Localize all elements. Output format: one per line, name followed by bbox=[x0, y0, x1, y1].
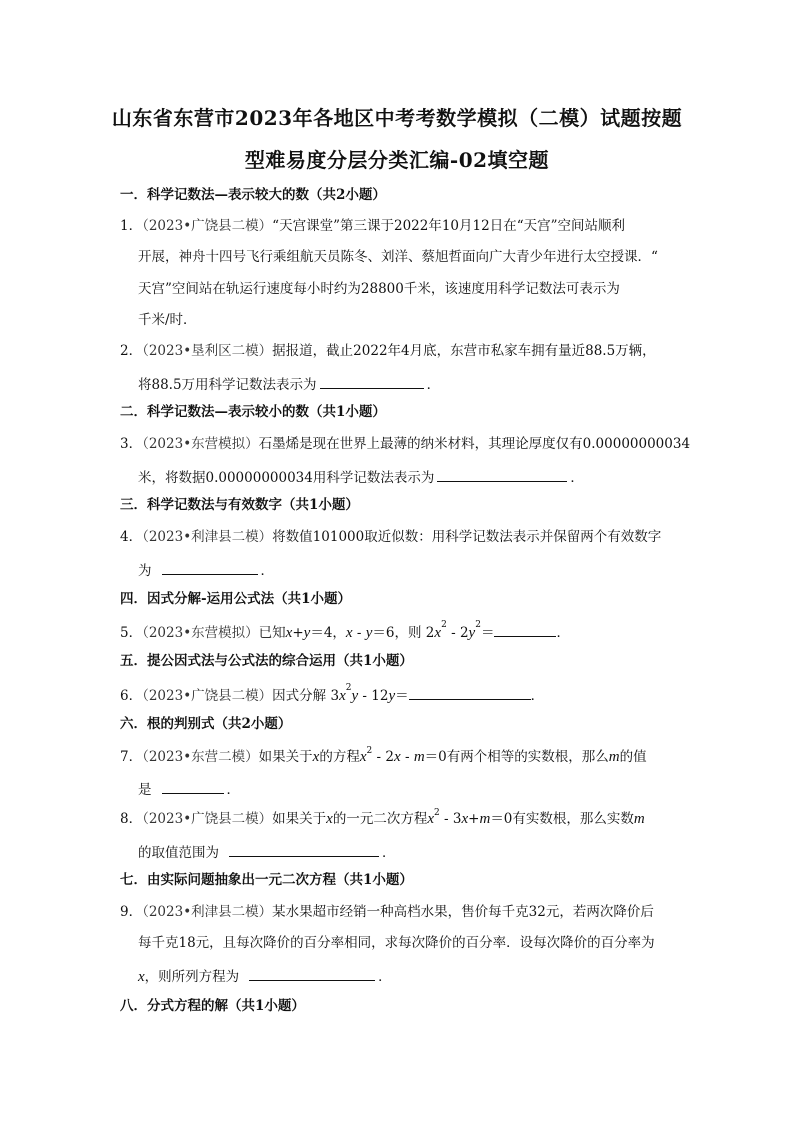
variable-y: y bbox=[365, 625, 373, 641]
question-text: 因式分解 3 bbox=[272, 688, 340, 704]
variable-x: x bbox=[326, 811, 333, 827]
section-heading-1: 一．科学记数法—表示较大的数（共2小题） bbox=[120, 187, 386, 203]
question-number: 8． bbox=[120, 811, 143, 827]
question-source: （2023•广饶县二模） bbox=[142, 811, 273, 827]
variable-y: y bbox=[351, 688, 359, 704]
question-2-line-1 bbox=[120, 345, 656, 359]
question-end: ． bbox=[570, 470, 584, 486]
question-text: 是 bbox=[138, 782, 152, 798]
question-end: ． bbox=[226, 782, 240, 798]
question-number: 5． bbox=[120, 625, 143, 641]
answer-blank[interactable] bbox=[437, 469, 567, 482]
question-end: ． bbox=[260, 563, 274, 579]
section-heading-6: 六．根的判别式（共2小题） bbox=[120, 716, 292, 732]
math-operator: + bbox=[468, 811, 480, 827]
question-source: （2023•垦利区二模） bbox=[142, 343, 273, 359]
math-text: ＝ bbox=[480, 625, 495, 641]
question-source: （2023•东营模拟） bbox=[142, 436, 259, 452]
question-source: （2023•东营模拟） bbox=[142, 625, 259, 641]
exponent: 2 bbox=[475, 620, 481, 630]
question-text: ，则所列方程为 bbox=[144, 969, 240, 985]
question-9-line-3 bbox=[138, 968, 392, 985]
question-text: 的方程 bbox=[319, 749, 360, 765]
variable-x: x bbox=[312, 749, 320, 765]
math-text: - 3 bbox=[439, 811, 462, 827]
question-9-line-2: 每千克18元，且每次降价的百分率相同，求每次降价的百分率．设每次降价的百分率为 bbox=[138, 935, 655, 951]
exponent: 2 bbox=[366, 746, 373, 756]
math-operator: - bbox=[400, 749, 414, 765]
question-source: （2023•广饶县二模） bbox=[142, 218, 273, 234]
variable-x: x bbox=[339, 688, 346, 704]
math-operator: - bbox=[352, 625, 366, 641]
question-3-line-1 bbox=[120, 438, 690, 452]
question-7-line-1 bbox=[120, 746, 647, 765]
answer-blank[interactable] bbox=[162, 781, 224, 794]
question-text: 如果关于 bbox=[272, 811, 327, 827]
question-end: ． bbox=[556, 625, 570, 641]
question-text: 已知 bbox=[258, 625, 286, 641]
question-8-line-2 bbox=[138, 844, 396, 861]
variable-y: y bbox=[468, 625, 476, 641]
question-number: 4． bbox=[120, 529, 143, 545]
variable-m: m bbox=[633, 811, 645, 827]
exponent: 2 bbox=[345, 683, 352, 693]
variable-x: x bbox=[359, 749, 367, 765]
answer-blank[interactable] bbox=[320, 376, 424, 389]
exponent: 2 bbox=[434, 808, 440, 818]
question-end: ． bbox=[378, 969, 392, 985]
variable-m: m bbox=[479, 811, 491, 827]
question-1-line-1 bbox=[120, 220, 625, 234]
exponent: 2 bbox=[441, 620, 447, 630]
question-number: 6． bbox=[120, 688, 143, 704]
question-text: 某水果超市经销一种高档水果，售价每千克32元，若两次降价后 bbox=[272, 904, 654, 920]
question-text: 将88.5万用科学记数法表示为 bbox=[138, 377, 317, 393]
question-end: ． bbox=[382, 845, 396, 861]
section-heading-3: 三．科学记数法与有效数字（共1小题） bbox=[120, 497, 359, 513]
question-text: 据报道，截止2022年4月底，东营市私家车拥有量近88.5万辆， bbox=[272, 343, 656, 359]
variable-m: m bbox=[608, 749, 620, 765]
question-4-line-1 bbox=[120, 531, 661, 545]
question-source: （2023•利津县二模） bbox=[142, 904, 273, 920]
question-end: ． bbox=[530, 688, 545, 704]
section-heading-7: 七．由实际问题抽象出一元二次方程（共1小题） bbox=[120, 872, 413, 888]
variable-y: y bbox=[388, 688, 396, 704]
math-text: - 2 bbox=[372, 749, 394, 765]
question-number: 3． bbox=[120, 436, 143, 452]
question-1-line-2: 开展，神舟十四号飞行乘组航天员陈冬、刘洋、蔡旭哲面向广大青少年进行太空授课．“ bbox=[138, 249, 658, 265]
question-text: ＝0有实数根，那么实数 bbox=[490, 811, 634, 827]
question-5 bbox=[120, 620, 570, 641]
question-6 bbox=[120, 683, 545, 704]
question-8-line-1 bbox=[120, 808, 645, 827]
variable-x: x bbox=[434, 625, 442, 641]
math-text: ＝6，则 2 bbox=[372, 625, 435, 641]
question-text: ＝0有两个相等的实数根，那么 bbox=[424, 749, 609, 765]
math-text: ＝ bbox=[395, 688, 409, 704]
document-title-line-2: 型难易度分层分类汇编-02填空题 bbox=[244, 148, 550, 172]
variable-x: x bbox=[461, 811, 469, 827]
question-3-line-2 bbox=[138, 469, 584, 486]
variable-x: x bbox=[345, 625, 353, 641]
question-number: 2． bbox=[120, 343, 143, 359]
variable-y: y bbox=[303, 625, 311, 641]
question-4-line-2 bbox=[138, 562, 274, 579]
question-number: 9． bbox=[120, 904, 143, 920]
math-text: - 2 bbox=[446, 625, 469, 641]
document-title-line-1: 山东省东营市2023年各地区中考考数学模拟（二模）试题按题 bbox=[111, 106, 683, 130]
question-source: （2023•广饶县二模） bbox=[142, 688, 273, 704]
answer-blank[interactable] bbox=[409, 687, 531, 700]
question-text: 为 bbox=[138, 563, 152, 579]
question-source: （2023•东营二模） bbox=[142, 749, 259, 765]
variable-x: x bbox=[393, 749, 401, 765]
variable-x: x bbox=[138, 969, 145, 985]
question-text: 的值 bbox=[619, 749, 647, 765]
question-9-line-1 bbox=[120, 906, 654, 920]
question-end: ． bbox=[426, 377, 441, 393]
answer-blank[interactable] bbox=[249, 968, 375, 981]
section-heading-8: 八．分式方程的解（共1小题） bbox=[120, 998, 305, 1014]
question-text: “天宫课堂”第三课于2022年10月12日在“天宫”空间站顺利 bbox=[272, 218, 625, 234]
answer-blank[interactable] bbox=[229, 844, 379, 857]
question-text: 的一元二次方程 bbox=[332, 811, 428, 827]
answer-blank[interactable] bbox=[162, 562, 258, 575]
section-heading-5: 五．提公因式法与公式法的综合运用（共1小题） bbox=[120, 653, 413, 669]
math-operator: + bbox=[292, 625, 304, 641]
section-heading-2: 二．科学记数法—表示较小的数（共1小题） bbox=[120, 404, 386, 420]
variable-x: x bbox=[285, 625, 293, 641]
question-1-line-4: 千米/时． bbox=[138, 312, 197, 328]
question-text: 米，将数据0.00000000034用科学记数法表示为 bbox=[138, 470, 435, 486]
math-text: ＝4， bbox=[310, 625, 346, 641]
answer-blank[interactable] bbox=[494, 624, 556, 637]
question-text: 将数值101000取近似数：用科学记数法表示并保留两个有效数字 bbox=[272, 529, 662, 545]
question-number: 7． bbox=[120, 749, 143, 765]
question-source: （2023•利津县二模） bbox=[142, 529, 273, 545]
question-text: 如果关于 bbox=[258, 749, 313, 765]
question-text: 石墨烯是现在世界上最薄的纳米材料，其理论厚度仅有0.00000000034 bbox=[258, 436, 691, 452]
math-text: - 12 bbox=[358, 688, 389, 704]
question-2-line-2 bbox=[138, 376, 440, 393]
question-7-line-2 bbox=[138, 781, 240, 798]
variable-m: m bbox=[413, 749, 425, 765]
question-text: 的取值范围为 bbox=[138, 845, 219, 861]
section-heading-4: 四．因式分解-运用公式法（共1小题） bbox=[120, 591, 351, 607]
variable-x: x bbox=[427, 811, 435, 827]
question-number: 1． bbox=[120, 218, 143, 234]
question-1-line-3: 天宫”空间站在轨运行速度每小时约为28800千米，该速度用科学记数法可表示为 bbox=[138, 281, 620, 297]
